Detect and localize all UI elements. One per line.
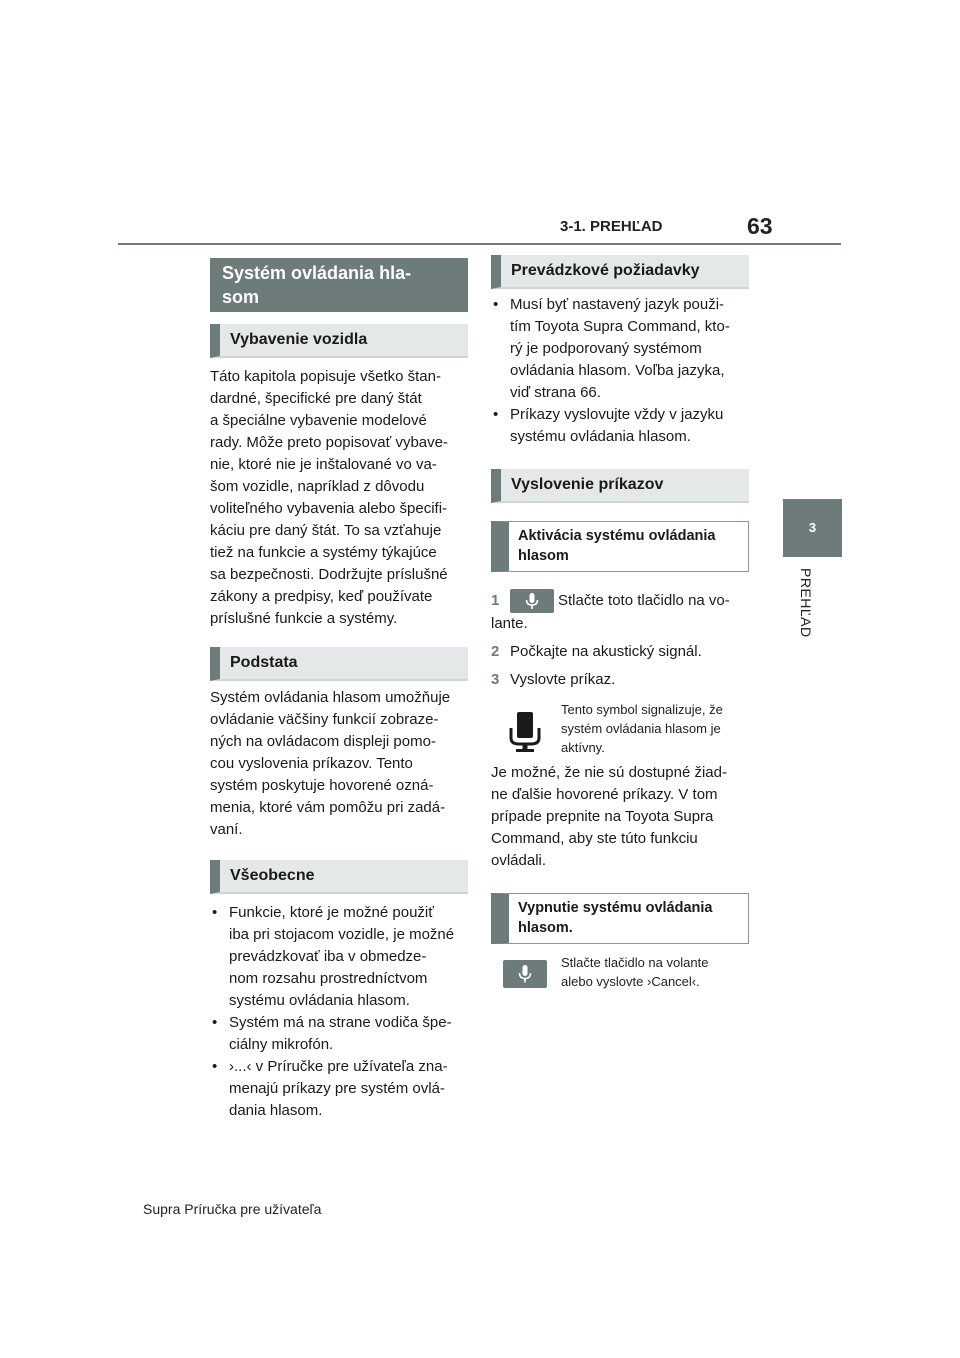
step-text: Vyslovte príkaz.	[510, 671, 616, 688]
list-item: • Systém má na strane vodiča špe- ciálny mikrofón.	[210, 1012, 472, 1056]
list-item: • Musí byť nastavený jazyk použi- tím Toyota Supra Command, kto- rý je podporovaný systémom ovládania hlasom. Voľba jazyka, viď strana 66.	[491, 294, 753, 404]
subheading-deactivation: Vypnutie systému ovládania hlasom.	[491, 893, 749, 944]
list-item: • Príkazy vyslovujte vždy v jazyku systému ovládania hlasom.	[491, 404, 753, 448]
header-divider	[118, 243, 841, 245]
step-number: 1	[491, 591, 500, 609]
mic-symbol-note: Tento symbol signalizuje, že systém ovládania hlasom je aktívny.	[561, 702, 723, 755]
main-heading: Systém ovládania hla- som	[210, 258, 468, 312]
step-number: 3	[491, 671, 500, 688]
step-text-continued: lante.	[491, 615, 528, 632]
step-text: Stlačte toto tlačidlo na vo-	[558, 591, 730, 609]
subheading-activation: Aktivácia systému ovládania hlasom	[491, 521, 749, 572]
step-3	[491, 669, 753, 691]
step-1	[491, 589, 753, 635]
requirements-list	[491, 294, 753, 448]
chapter-label: PREHĽAD	[798, 568, 814, 638]
step-number: 2	[491, 643, 500, 660]
heading-commands: Vyslovenie príkazov	[491, 469, 749, 503]
heading-general: Všeobecne	[210, 860, 468, 894]
microphone-symbol-icon	[505, 710, 545, 752]
step-text: Počkajte na akustický signál.	[510, 643, 702, 660]
chapter-tab: 3	[783, 499, 842, 557]
heading-principle: Podstata	[210, 647, 468, 681]
principle-text: Systém ovládania hlasom umožňuje ovládanie väčšiny funkcií zobraze- ných na ovládacom displeji pomo- cou vyslovenia príkazov. Tento systém poskytuje hovorené ozná- menia, ktoré vám pomôžu pri zadá- vaní.	[210, 689, 451, 838]
section-title: 3-1. PREHĽAD	[560, 218, 663, 235]
deactivation-note: Stlačte tlačidlo na volante alebo vyslovte ›Cancel‹.	[561, 955, 709, 989]
microphone-button-icon	[503, 960, 547, 988]
list-item: • ›...‹ v Príručke pre užívateľa zna- menajú príkazy pre systém ovlá- dania hlasom.	[210, 1056, 472, 1122]
page-number: 63	[747, 213, 773, 239]
commands-text: Je možné, že nie sú dostupné žiad- ne ďalšie hovorené príkazy. V tom prípade prepnite na Toyota Supra Command, aby ste túto funkciu ovládali.	[491, 764, 727, 869]
general-list	[210, 902, 472, 1122]
footer-text: Supra Príručka pre užívateľa	[143, 1201, 322, 1217]
heading-requirements: Prevádzkové požiadavky	[491, 255, 749, 289]
equipment-text: Táto kapitola popisuje všetko štan- dardné, špecifické pre daný štát a špeciálne vybavenie modelové rady. Môže preto popisovať vybave- nie, ktoré nie je inštalované vo va- šom vozidle, napríklad z dôvodu voliteľného vybavenia alebo špecifi- káciu pre daný štát. To sa vzťahuje tiež na funkcie a systémy týkajúce sa bezpečnosti. Dodržujte príslušné zákony a predpisy, keď používate príslušné funkcie a systémy.	[210, 368, 448, 627]
microphone-button-icon	[510, 589, 554, 613]
step-2	[491, 641, 753, 663]
heading-equipment: Vybavenie vozidla	[210, 324, 468, 358]
list-item: • Funkcie, ktoré je možné použiť iba pri stojacom vozidle, je možné prevádzkovať iba v obmedze- nom rozsahu prostredníctvom systému ovládania hlasom.	[210, 902, 472, 1012]
